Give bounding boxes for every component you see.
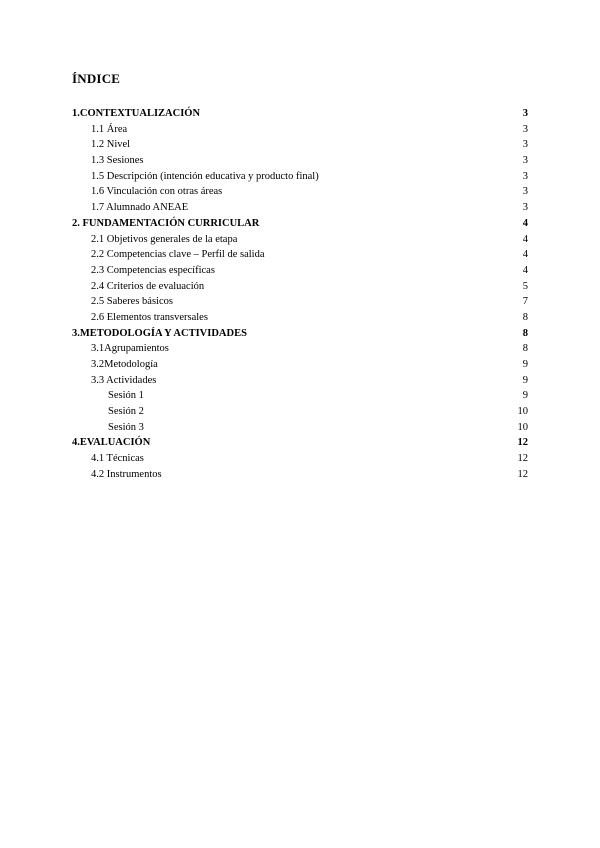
toc-entry[interactable] [72, 310, 528, 326]
toc-entry[interactable] [72, 341, 528, 357]
toc-entry-label: 2.3 Competencias específicas [91, 264, 215, 276]
toc-entry-label: Sesión 3 [108, 421, 144, 433]
toc-entry-label: 2.1 Objetivos generales de la etapa [91, 233, 238, 245]
toc-entry[interactable] [72, 184, 528, 200]
toc-entry-page: 12 [517, 437, 528, 449]
toc-entry-label: 4.1 Técnicas [91, 453, 144, 465]
toc-entry-label: 1.3 Sesiones [91, 155, 144, 167]
toc-entry-page: 3 [522, 123, 528, 135]
toc-entry-label: 3.1Agrupamientos [91, 343, 169, 355]
toc-entry[interactable] [72, 122, 528, 138]
toc-entry[interactable] [72, 216, 528, 232]
toc-entry[interactable] [72, 294, 528, 310]
toc-entry-label: Sesión 1 [108, 390, 144, 402]
toc-entry[interactable] [72, 232, 528, 248]
toc-entry-page: 12 [517, 453, 528, 465]
toc-entry-page: 9 [522, 359, 528, 370]
toc-entry-page: 8 [522, 343, 528, 355]
toc-entry-page: 8 [522, 311, 528, 323]
toc-entry[interactable] [72, 247, 528, 263]
toc-entry[interactable] [72, 435, 528, 451]
toc-entry[interactable] [72, 420, 528, 436]
toc-entry-label: Sesión 2 [108, 406, 144, 418]
toc-entry[interactable] [72, 404, 528, 420]
toc-entry-label: 1.CONTEXTUALIZACIÓN [72, 108, 201, 119]
toc-entry-page: 12 [517, 468, 528, 480]
toc-entry-label: 1.1 Área [91, 123, 128, 135]
toc-entry-page: 4 [522, 217, 528, 229]
toc-entry-label: 4.EVALUACIÓN [72, 437, 151, 449]
toc-entry-page: 3 [522, 170, 528, 182]
toc-entry-label: 2. FUNDAMENTACIÓN CURRICULAR [72, 217, 260, 229]
toc-entry[interactable] [72, 169, 528, 185]
toc-entry-label: 4.2 Instrumentos [91, 468, 162, 480]
toc-entry-label: 3.METODOLOGÍA Y ACTIVIDADES [72, 327, 247, 339]
toc-entry-page: 9 [522, 374, 528, 386]
toc-entry[interactable] [72, 451, 528, 467]
toc-entry-page: 7 [522, 296, 528, 308]
toc-entry-label: 2.2 Competencias clave – Perfil de salida [91, 249, 265, 261]
toc-entry[interactable] [72, 279, 528, 295]
toc-entry[interactable] [72, 388, 528, 404]
toc-entry-page: 10 [517, 406, 528, 418]
toc-entry[interactable] [72, 373, 528, 389]
toc-entry[interactable] [72, 153, 528, 169]
toc-entry-page: 5 [522, 280, 528, 292]
toc-entry-label: 3.2Metodología [91, 359, 158, 370]
toc-entry-label: 2.4 Criterios de evaluación [91, 280, 205, 292]
toc-entry-page: 3 [522, 186, 528, 198]
toc-entry-page: 3 [522, 155, 528, 167]
toc-entry[interactable] [72, 137, 528, 153]
toc-entry-label: 1.7 Alumnado ANEAE [91, 202, 189, 214]
toc-entry-label: 3.3 Actividades [91, 374, 157, 386]
index-title: ÍNDICE [72, 71, 121, 86]
toc-entry-page: 8 [522, 327, 528, 339]
toc-entry-label: 1.6 Vinculación con otras áreas [91, 186, 223, 198]
toc-entry[interactable] [72, 263, 528, 279]
toc-entry-page: 4 [522, 249, 528, 261]
toc-entry-label: 1.5 Descripción (intención educativa y producto final) [91, 170, 319, 182]
toc-entry-page: 9 [522, 390, 528, 402]
table-of-contents [72, 106, 528, 483]
toc-entry[interactable] [72, 467, 528, 483]
toc-entry[interactable] [72, 200, 528, 216]
toc-entry-label: 2.6 Elementos transversales [91, 311, 208, 323]
toc-entry[interactable] [72, 357, 528, 373]
toc-entry-page: 3 [522, 139, 528, 151]
toc-entry-page: 4 [522, 264, 528, 276]
toc-entry-label: 1.2 Nivel [91, 139, 131, 151]
toc-entry[interactable] [72, 106, 528, 122]
toc-entry[interactable] [72, 326, 528, 342]
toc-entry-page: 4 [522, 233, 528, 245]
toc-entry-label: 2.5 Saberes básicos [91, 296, 173, 308]
toc-entry-page: 10 [517, 421, 528, 433]
toc-entry-page: 3 [522, 202, 528, 214]
toc-entry-page: 3 [522, 108, 528, 119]
